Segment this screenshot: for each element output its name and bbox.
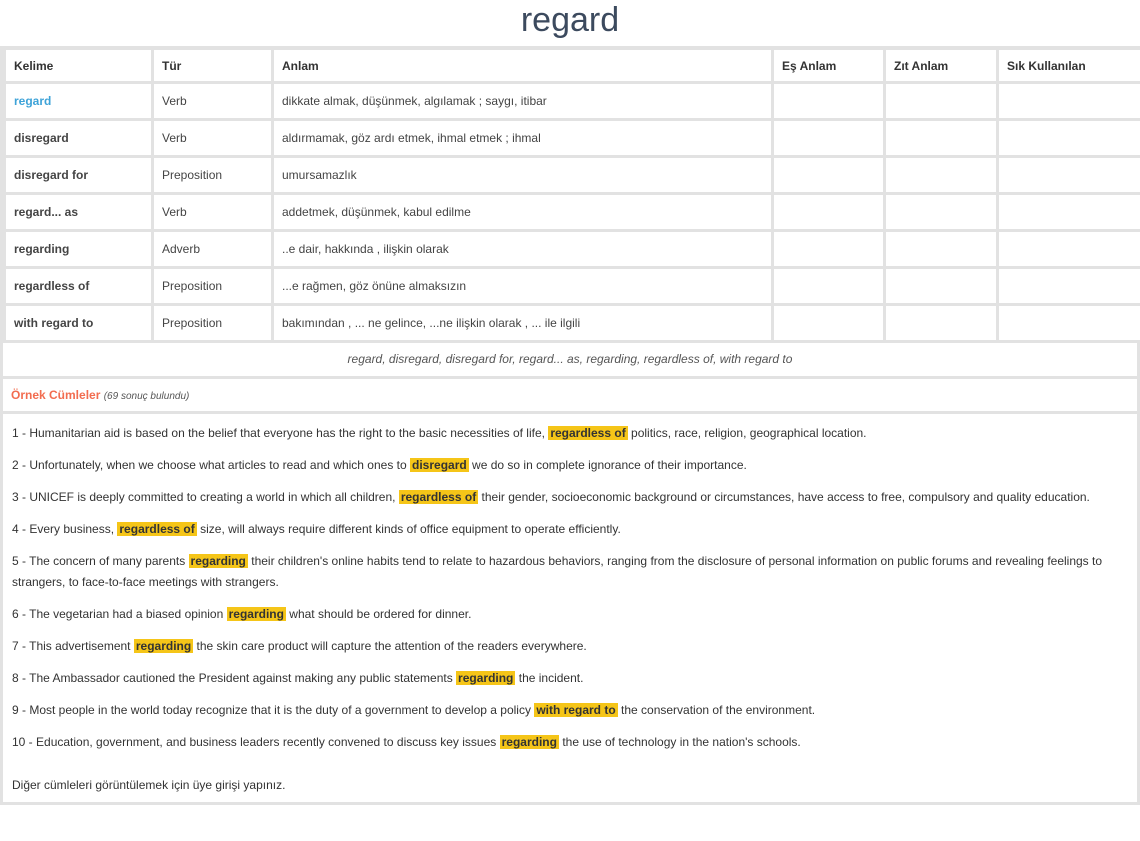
word-meaning: ..e dair, hakkında , ilişkin olarak: [274, 232, 771, 266]
login-prompt: Diğer cümleleri görüntülemek için üye girişi yapınız.: [12, 778, 286, 792]
sentence-text-before: 5 - The concern of many parents: [12, 554, 186, 568]
sentence-text-before: 10 - Education, government, and business leaders recently convened to discuss key issues: [12, 735, 497, 749]
sentence-text-after: the skin care product will capture the attention of the readers everywhere.: [196, 639, 587, 653]
sentence-text-after: the conservation of the environment.: [621, 703, 816, 717]
frequent-cell: [999, 84, 1140, 118]
antonym-cell: [886, 158, 996, 192]
example-sentence: [12, 546, 1129, 599]
synonym-cell: [774, 158, 883, 192]
frequent-cell: [999, 232, 1140, 266]
page-title: regard: [520, 1, 620, 39]
sentence-text-before: 2 - Unfortunately, when we choose what articles to read and which ones to: [12, 458, 407, 472]
word-type: Verb: [154, 195, 271, 229]
synonym-cell: [774, 84, 883, 118]
sentence-text-after: what should be ordered for dinner.: [289, 607, 472, 621]
table-row: [6, 269, 1140, 303]
word-meaning: ...e rağmen, göz önüne almaksızın: [274, 269, 771, 303]
antonym-cell: [886, 121, 996, 155]
sentence-text-after: the use of technology in the nation's schools.: [562, 735, 801, 749]
highlighted-phrase: regarding: [458, 671, 514, 685]
frequent-cell: [999, 158, 1140, 192]
frequent-cell: [999, 306, 1140, 340]
table-row: [6, 232, 1140, 266]
related-words: regard, disregard, disregard for, regard... as, regarding, regardless of, with regard to: [3, 343, 1137, 376]
example-sentence: [12, 514, 1129, 546]
word-link[interactable]: disregard: [6, 121, 151, 155]
sentence-text-before: 7 - This advertisement: [12, 639, 131, 653]
synonym-cell: [774, 232, 883, 266]
synonym-cell: [774, 306, 883, 340]
word-type: Preposition: [154, 158, 271, 192]
word-link[interactable]: with regard to: [6, 306, 151, 340]
sentence-text-before: 1 - Humanitarian aid is based on the belief that everyone has the right to the basic necessities of life,: [12, 426, 545, 440]
sentence-text-before: 6 - The vegetarian had a biased opinion: [12, 607, 224, 621]
sentence-text-after: size, will always require different kinds of office equipment to operate efficiently.: [200, 522, 621, 536]
word-meaning: bakımından , ... ne gelince, ...ne ilişkin olarak , ... ile ilgili: [274, 306, 771, 340]
examples-list: [3, 414, 1137, 802]
highlighted-phrase: disregard: [412, 458, 467, 472]
example-sentence: [12, 663, 1129, 695]
word-type: Preposition: [154, 269, 271, 303]
column-header-tur: Tür: [154, 50, 271, 81]
word-link[interactable]: regard... as: [6, 195, 151, 229]
synonym-cell: [774, 195, 883, 229]
table-row: [6, 84, 1140, 118]
column-header-kelime: Kelime: [6, 50, 151, 81]
synonym-cell: [774, 269, 883, 303]
synonym-cell: [774, 121, 883, 155]
antonym-cell: [886, 232, 996, 266]
dictionary-panel: [0, 46, 1140, 805]
example-sentence: [12, 450, 1129, 482]
word-link[interactable]: regard: [6, 84, 151, 118]
word-meaning: umursamazlık: [274, 158, 771, 192]
table-row: [6, 121, 1140, 155]
frequent-cell: [999, 269, 1140, 303]
example-sentence: [12, 482, 1129, 514]
antonym-cell: [886, 195, 996, 229]
word-meaning: dikkate almak, düşünmek, algılamak ; saygı, itibar: [274, 84, 771, 118]
table-header-row: [6, 50, 1140, 81]
word-type: Verb: [154, 84, 271, 118]
word-type: Verb: [154, 121, 271, 155]
examples-header: [3, 379, 1137, 411]
example-sentence: [12, 695, 1129, 727]
highlighted-phrase: regarding: [501, 735, 557, 749]
sentence-text-after: we do so in complete ignorance of their importance.: [472, 458, 747, 472]
examples-title: Örnek Cümleler: [11, 388, 101, 402]
column-header-anlam: Anlam: [274, 50, 771, 81]
highlighted-phrase: with regard to: [536, 703, 616, 717]
example-sentence: [12, 727, 1129, 759]
example-sentence: [12, 599, 1129, 631]
word-type: Adverb: [154, 232, 271, 266]
sentence-text-after: their gender, socioeconomic background or circumstances, have access to free, compulsory and quality education.: [481, 490, 1090, 504]
highlighted-phrase: regardless of: [400, 490, 477, 504]
highlighted-phrase: regarding: [228, 607, 284, 621]
sentence-text-after: the incident.: [518, 671, 584, 685]
word-meaning: aldırmamak, göz ardı etmek, ihmal etmek ; ihmal: [274, 121, 771, 155]
highlighted-phrase: regardless of: [119, 522, 195, 536]
word-type: Preposition: [154, 306, 271, 340]
sentence-text-before: 8 - The Ambassador cautioned the President against making any public statements: [12, 671, 453, 685]
word-link[interactable]: regarding: [6, 232, 151, 266]
frequent-cell: [999, 195, 1140, 229]
examples-count: (69 sonuç bulundu): [103, 391, 190, 402]
highlighted-phrase: regardless of: [550, 426, 626, 440]
antonym-cell: [886, 84, 996, 118]
example-sentence: [12, 631, 1129, 663]
highlighted-phrase: regarding: [135, 639, 192, 653]
table-row: [6, 158, 1140, 192]
sentence-text-before: 4 - Every business,: [12, 522, 115, 536]
word-table: [3, 47, 1140, 343]
sentence-text-before: 3 - UNICEF is deeply committed to creating a world in which all children,: [12, 490, 396, 504]
word-meaning: addetmek, düşünmek, kabul edilme: [274, 195, 771, 229]
sentence-text-before: 9 - Most people in the world today recognize that it is the duty of a government to develop a policy: [12, 703, 531, 717]
antonym-cell: [886, 306, 996, 340]
word-link[interactable]: disregard for: [6, 158, 151, 192]
highlighted-phrase: regarding: [190, 554, 246, 568]
sentence-text-after: their children's online habits tend to relate to hazardous behaviors, ranging from the disclosure of personal information on public forums and revealing feelings to strangers, to face-to-face meetings with strangers.: [12, 554, 1103, 589]
column-header-sik-kullanilan: Sık Kullanılan: [999, 50, 1140, 81]
word-link[interactable]: regardless of: [6, 269, 151, 303]
column-header-es-anlam: Eş Anlam: [774, 50, 883, 81]
antonym-cell: [886, 269, 996, 303]
example-sentence: [12, 418, 1129, 450]
table-row: [6, 306, 1140, 340]
sentence-text-after: politics, race, religion, geographical location.: [631, 426, 867, 440]
table-row: [6, 195, 1140, 229]
column-header-zit-anlam: Zıt Anlam: [886, 50, 996, 81]
frequent-cell: [999, 121, 1140, 155]
